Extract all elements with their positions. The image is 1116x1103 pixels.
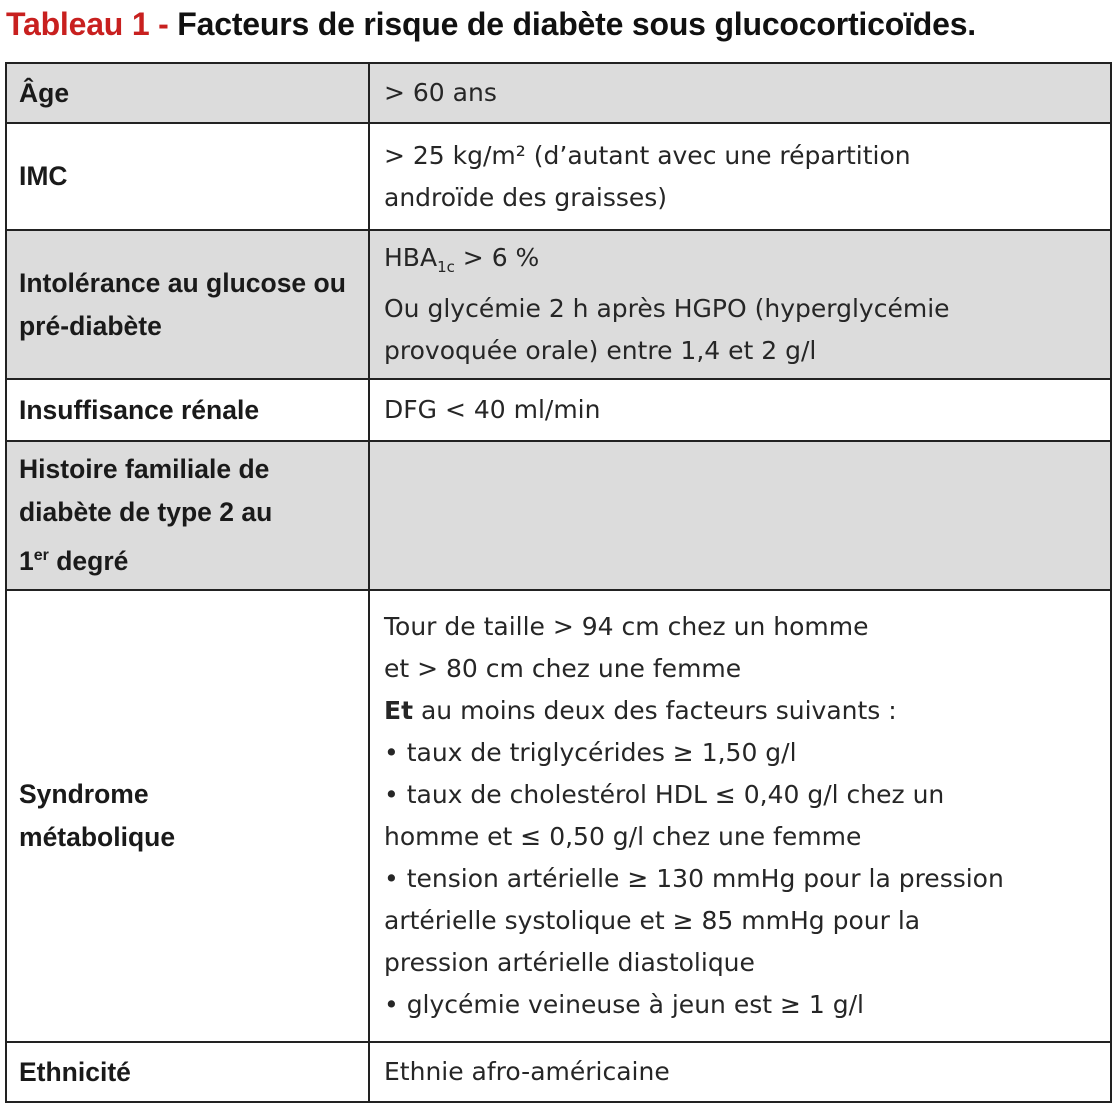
table-row-metabolic-syndrome — [6, 590, 1111, 1042]
label-line: Histoire familiale de — [19, 454, 270, 484]
criteria-item: • glycémie veineuse à jeun est ≥ 1 g/l — [384, 990, 864, 1019]
table-row-family-history — [6, 441, 1111, 590]
value-line: provoquée orale) entre 1,4 et 2 g/l — [384, 336, 817, 365]
table-caption — [6, 6, 976, 43]
label-line: diabète de type 2 au — [19, 497, 273, 527]
criteria-intro — [384, 690, 1098, 732]
criteria-item: • tension artérielle ≥ 130 mmHg pour la pression — [384, 864, 1004, 893]
row-value — [369, 123, 1111, 230]
degree-superscript: er — [33, 547, 49, 564]
row-label — [6, 441, 369, 590]
table-row-age — [6, 63, 1111, 123]
degree-text: degré — [48, 546, 129, 576]
table-row-renal — [6, 379, 1111, 441]
row-value-empty — [369, 441, 1111, 590]
row-value: Ethnie afro-américaine — [369, 1042, 1111, 1102]
value-line: > 25 kg/m² (d’autant avec une répartition — [384, 140, 911, 170]
value-line: et > 80 cm chez une femme — [384, 654, 742, 683]
row-value — [369, 230, 1111, 379]
value-line: Tour de taille > 94 cm chez un homme — [384, 612, 869, 641]
value-line: androïde des graisses) — [384, 182, 668, 212]
row-value — [369, 590, 1111, 1042]
risk-factors-table — [5, 62, 1112, 1103]
table-row-ethnicity — [6, 1042, 1111, 1102]
label-line — [19, 534, 356, 583]
criteria-item: pression artérielle diastolique — [384, 948, 755, 977]
criteria-intro-text: au moins deux des facteurs suivants : — [413, 696, 897, 725]
table-row-glucose-intolerance — [6, 230, 1111, 379]
row-label: Insuffisance rénale — [6, 379, 369, 441]
value-line: Ou glycémie 2 h après HGPO (hyperglycémie — [384, 294, 950, 323]
hba-threshold: > 6 % — [454, 243, 540, 272]
criteria-item: • taux de cholestérol HDL ≤ 0,40 g/l chez un — [384, 780, 945, 809]
criteria-item: homme et ≤ 0,50 g/l chez une femme — [384, 822, 862, 851]
criteria-item: artérielle systolique et ≥ 85 mmHg pour la — [384, 906, 921, 935]
label-line: métabolique — [19, 822, 176, 852]
label-line: Syndrome — [19, 779, 149, 809]
hba1c-line — [384, 237, 1098, 288]
row-label: IMC — [6, 123, 369, 230]
table-number: Tableau 1 - — [6, 6, 178, 42]
hba-text: HBA — [384, 243, 438, 272]
row-value: > 60 ans — [369, 63, 1111, 123]
criteria-intro-bold: Et — [384, 696, 414, 725]
row-label: Intolérance au glucose ou pré-diabète — [6, 230, 369, 379]
hba-subscript: 1c — [437, 258, 455, 276]
row-label: Ethnicité — [6, 1042, 369, 1102]
table-row-imc — [6, 123, 1111, 230]
row-label — [6, 590, 369, 1042]
row-label: Âge — [6, 63, 369, 123]
criteria-item: • taux de triglycérides ≥ 1,50 g/l — [384, 738, 797, 767]
table-title: Facteurs de risque de diabète sous glucocorticoïdes. — [177, 6, 976, 42]
degree-number: 1 — [19, 546, 34, 576]
row-value: DFG < 40 ml/min — [369, 379, 1111, 441]
